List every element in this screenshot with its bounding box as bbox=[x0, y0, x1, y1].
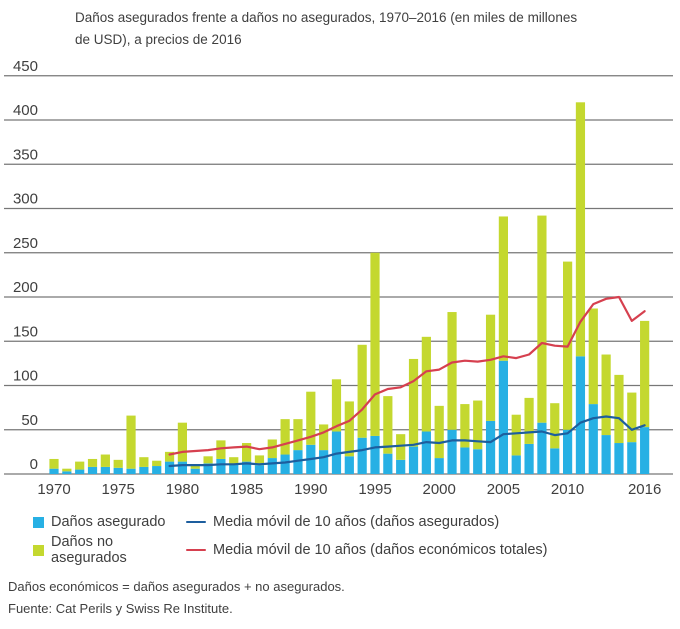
uninsured-bar bbox=[602, 355, 611, 436]
uninsured-bar bbox=[370, 253, 379, 436]
uninsured-bar bbox=[640, 321, 649, 427]
y-tick-label: 350 bbox=[12, 146, 38, 164]
insured-bar bbox=[178, 462, 187, 474]
insured-bar bbox=[422, 432, 431, 474]
uninsured-bar bbox=[62, 469, 71, 472]
x-tick-label: 2016 bbox=[627, 481, 662, 498]
chart-title-line1: Daños asegurados frente a daños no asegurados, 1970–2016 (en miles de millones bbox=[75, 10, 578, 25]
x-axis-labels bbox=[37, 481, 661, 498]
y-tick-label: 150 bbox=[12, 323, 38, 341]
x-tick-label: 2005 bbox=[486, 481, 521, 498]
insured-bar bbox=[126, 469, 135, 474]
uninsured-bar bbox=[293, 419, 302, 450]
insured-ma-line-swatch bbox=[186, 521, 206, 524]
uninsured-bar bbox=[537, 216, 546, 423]
insured-bar bbox=[614, 443, 623, 474]
uninsured-bar bbox=[75, 462, 84, 470]
insured-bar bbox=[229, 464, 238, 474]
insured-bar bbox=[435, 458, 444, 474]
uninsured-bar bbox=[126, 416, 135, 469]
x-tick-label: 1980 bbox=[165, 481, 200, 498]
uninsured-bar bbox=[114, 460, 123, 468]
uninsured-bar bbox=[512, 415, 521, 456]
insured-bar bbox=[447, 430, 456, 474]
uninsured-bar-swatch bbox=[33, 545, 44, 556]
insured-bar bbox=[640, 427, 649, 474]
x-tick-label: 1995 bbox=[358, 481, 392, 498]
line-series bbox=[170, 417, 645, 467]
y-tick-label: 400 bbox=[12, 102, 38, 119]
y-tick-label: 250 bbox=[12, 234, 38, 252]
uninsured-bar bbox=[101, 455, 110, 467]
y-tick-label: 200 bbox=[12, 279, 38, 296]
x-tick-label: 1975 bbox=[101, 481, 135, 498]
insured-bar bbox=[473, 449, 482, 474]
uninsured-bar bbox=[524, 398, 533, 444]
insured-bar bbox=[62, 471, 71, 474]
chart-canvas bbox=[0, 55, 680, 505]
footnote-source: Fuente: Cat Perils y Swiss Re Institute. bbox=[8, 601, 233, 616]
insured-bar bbox=[627, 442, 636, 474]
insured-bar bbox=[537, 423, 546, 474]
legend-label-uninsured: Daños no asegurados bbox=[51, 534, 127, 566]
insured-bar bbox=[216, 459, 225, 474]
x-tick-label: 2010 bbox=[550, 481, 585, 498]
insured-bar bbox=[358, 438, 367, 474]
uninsured-bar bbox=[139, 457, 148, 467]
bars bbox=[49, 102, 649, 474]
insured-bar bbox=[370, 436, 379, 474]
uninsured-bar bbox=[319, 424, 328, 450]
uninsured-bar bbox=[486, 315, 495, 421]
uninsured-bar bbox=[627, 393, 636, 443]
uninsured-bar bbox=[152, 461, 161, 466]
insured-bar bbox=[268, 458, 277, 474]
legend-label-total-ma: Media móvil de 10 años (daños económicos totales) bbox=[213, 542, 548, 558]
insured-bar bbox=[486, 421, 495, 474]
insured-bar bbox=[49, 469, 58, 474]
legend-row-2 bbox=[0, 534, 548, 566]
uninsured-bar bbox=[358, 345, 367, 438]
y-tick-label: 0 bbox=[29, 456, 38, 473]
x-tick-label: 1970 bbox=[37, 481, 71, 498]
y-tick-label: 100 bbox=[12, 367, 38, 385]
uninsured-bar bbox=[589, 309, 598, 405]
x-tick-label: 1990 bbox=[294, 481, 328, 498]
uninsured-bar bbox=[550, 403, 559, 448]
insured-bar bbox=[383, 454, 392, 474]
uninsured-bar bbox=[88, 459, 97, 467]
legend-label-insured-ma: Media móvil de 10 años (daños asegurados) bbox=[213, 514, 500, 530]
footnote-definition: Daños económicos = daños asegurados + no asegurados. bbox=[8, 579, 345, 594]
insured-bar bbox=[576, 356, 585, 474]
insured-bar bbox=[88, 467, 97, 474]
x-tick-label: 1985 bbox=[229, 481, 264, 498]
insured-bar bbox=[460, 447, 469, 474]
insured-bar bbox=[602, 435, 611, 474]
uninsured-bar bbox=[203, 456, 212, 463]
uninsured-bar bbox=[178, 423, 187, 462]
insured-bar bbox=[550, 448, 559, 474]
insured-bar bbox=[165, 462, 174, 474]
uninsured-bar bbox=[435, 406, 444, 458]
insured-bar bbox=[319, 450, 328, 474]
uninsured-bar bbox=[499, 216, 508, 360]
chart-title-line2: de USD), a precios de 2016 bbox=[75, 32, 242, 47]
chart-title bbox=[75, 7, 665, 51]
insured-bar bbox=[114, 468, 123, 474]
uninsured-bar bbox=[409, 359, 418, 447]
insured-bar bbox=[524, 444, 533, 474]
uninsured-bar bbox=[345, 401, 354, 456]
insured-bar bbox=[281, 455, 290, 474]
total-ma-line-swatch bbox=[186, 549, 206, 552]
y-tick-label: 450 bbox=[12, 57, 38, 75]
line-series bbox=[170, 297, 645, 455]
insured-bar bbox=[191, 469, 200, 474]
insured-bar bbox=[396, 460, 405, 474]
uninsured-bar bbox=[383, 396, 392, 454]
x-tick-label: 2000 bbox=[422, 481, 456, 498]
insured-bar bbox=[345, 456, 354, 474]
legend-row-1 bbox=[0, 513, 499, 531]
insured-bar bbox=[101, 467, 110, 474]
chart-footnotes bbox=[8, 576, 345, 620]
insured-bar-swatch bbox=[33, 517, 44, 528]
insured-bar bbox=[139, 467, 148, 474]
insured-bar bbox=[409, 447, 418, 474]
uninsured-bar bbox=[49, 459, 58, 469]
insured-bar bbox=[499, 361, 508, 474]
uninsured-bar bbox=[422, 337, 431, 432]
uninsured-bar bbox=[447, 312, 456, 430]
legend-label-insured: Daños asegurado bbox=[51, 514, 166, 530]
insured-bar bbox=[563, 430, 572, 474]
insured-bar bbox=[75, 470, 84, 474]
uninsured-bar bbox=[281, 419, 290, 454]
insured-bar bbox=[512, 455, 521, 474]
insured-bar bbox=[255, 465, 264, 474]
uninsured-bar bbox=[614, 375, 623, 443]
y-tick-label: 50 bbox=[21, 411, 38, 429]
insured-bar bbox=[589, 404, 598, 474]
insured-bar bbox=[152, 466, 161, 474]
y-tick-label: 300 bbox=[12, 190, 38, 208]
